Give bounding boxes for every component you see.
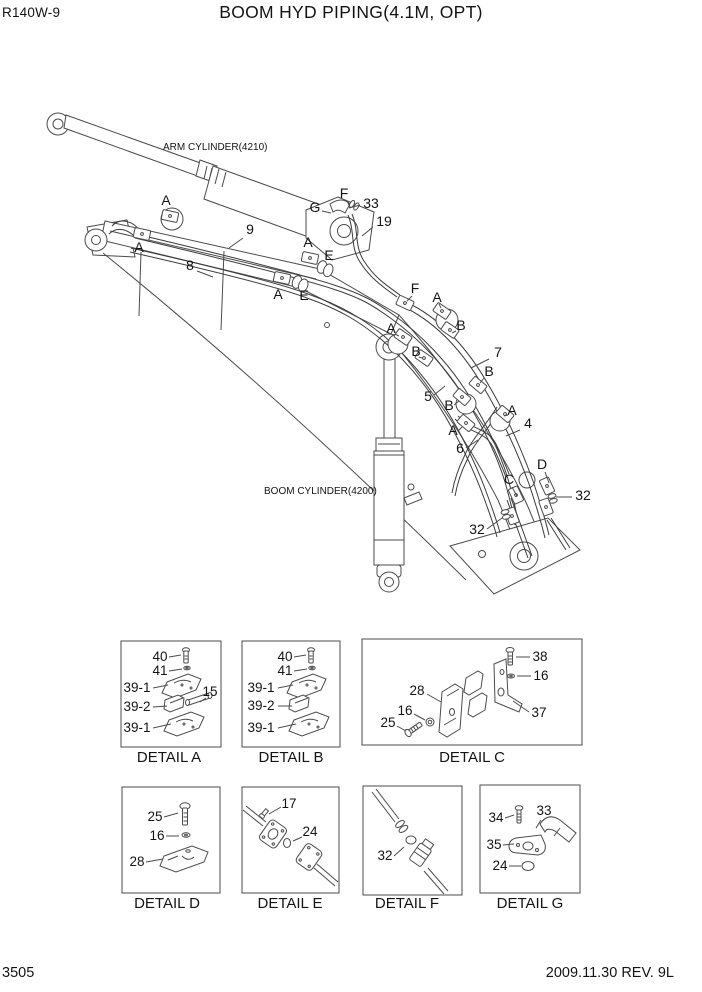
part-leader (164, 813, 178, 817)
part-leader (427, 694, 441, 702)
callout-6: 6 (456, 440, 464, 456)
callout-32: 32 (469, 521, 485, 537)
callout-b: B (444, 397, 454, 413)
part-number-16: 16 (533, 668, 549, 683)
part-leader (294, 655, 306, 657)
detail-caption: DETAIL G (496, 895, 564, 912)
part-leader (293, 837, 302, 841)
part-leader (169, 655, 181, 657)
detail-box (363, 786, 462, 895)
detail-f-drawing (372, 789, 448, 894)
detail-caption: DETAIL B (258, 749, 324, 766)
page-title: BOOM HYD PIPING(4.1M, OPT) (219, 2, 483, 22)
callout-8: 8 (186, 257, 194, 273)
part-number-40: 40 (277, 649, 293, 664)
callout-19: 19 (376, 213, 392, 229)
part-leader (269, 807, 281, 814)
callout-leader (229, 238, 243, 248)
part-number-35: 35 (486, 837, 502, 852)
part-leader (169, 669, 182, 671)
callout-g: G (309, 199, 321, 215)
part-leader (505, 815, 514, 818)
part-number-25: 25 (147, 809, 163, 824)
part-number-34: 34 (488, 810, 504, 825)
part-leader (394, 847, 404, 856)
callout-32: 32 (575, 487, 591, 503)
detail-caption: DETAIL C (439, 749, 505, 766)
part-leader (294, 669, 307, 671)
detail-caption: DETAIL A (136, 749, 202, 766)
callout-b: B (456, 317, 466, 333)
revision-date: 2009.11.30 REV. 9L (545, 965, 674, 981)
part-number-39-1: 39-1 (123, 720, 151, 735)
part-number-24: 24 (492, 858, 508, 873)
part-number-17: 17 (281, 796, 297, 811)
part-number-40: 40 (152, 649, 168, 664)
part-number-39-1: 39-1 (247, 720, 275, 735)
callout-leader (458, 427, 462, 431)
callout-33: 33 (363, 195, 379, 211)
callout-a: A (273, 286, 283, 302)
callout-leader (434, 386, 445, 395)
part-number-32: 32 (377, 848, 393, 863)
part-number-24: 24 (302, 824, 318, 839)
callout-e: E (299, 287, 309, 303)
callout-e: E (324, 247, 334, 263)
callout-c: C (503, 471, 515, 487)
callout-a: A (386, 320, 396, 336)
component-label: BOOM CYLINDER(4200) (264, 486, 377, 497)
part-leader (397, 726, 406, 731)
detail-e-drawing (243, 806, 338, 886)
part-number-39-2: 39-2 (123, 699, 151, 714)
callout-d: D (536, 456, 548, 472)
callout-leader (197, 271, 213, 277)
detail-caption: DETAIL D (134, 895, 200, 912)
part-leader (146, 859, 163, 862)
callout-f: F (339, 185, 349, 201)
part-number-16: 16 (397, 703, 413, 718)
part-number-41: 41 (152, 663, 168, 678)
callout-b: B (484, 363, 494, 379)
part-number-39-1: 39-1 (123, 680, 151, 695)
callout-a: A (161, 192, 171, 208)
part-number-15: 15 (202, 684, 218, 699)
detail-b-drawing (287, 648, 329, 736)
component-label: ARM CYLINDER(4210) (163, 142, 268, 153)
part-number-39-2: 39-2 (247, 698, 275, 713)
callout-7: 7 (494, 344, 502, 360)
part-leader (414, 714, 425, 720)
callout-a: A (134, 239, 144, 255)
page-number: 3505 (2, 965, 35, 981)
part-number-37: 37 (531, 705, 547, 720)
part-number-33: 33 (536, 803, 552, 818)
part-number-41: 41 (277, 663, 293, 678)
detail-d-drawing (160, 803, 208, 872)
callout-a: A (507, 402, 517, 418)
model-code: R140W-9 (2, 5, 61, 20)
callout-9: 9 (246, 221, 254, 237)
part-number-28: 28 (129, 854, 145, 869)
part-number-28: 28 (409, 683, 425, 698)
detail-box (122, 787, 220, 893)
callout-f: F (410, 280, 420, 296)
detail-caption: DETAIL F (374, 895, 440, 912)
part-number-25: 25 (380, 715, 396, 730)
part-number-39-1: 39-1 (247, 680, 275, 695)
callout-a: A (303, 234, 313, 250)
callout-5: 5 (424, 388, 432, 404)
callout-b: B (411, 343, 421, 359)
part-number-38: 38 (532, 649, 548, 664)
callout-a: A (432, 289, 442, 305)
part-number-16: 16 (149, 828, 165, 843)
callout-a: A (448, 422, 458, 438)
detail-caption: DETAIL E (257, 895, 323, 912)
callout-4: 4 (524, 415, 532, 431)
